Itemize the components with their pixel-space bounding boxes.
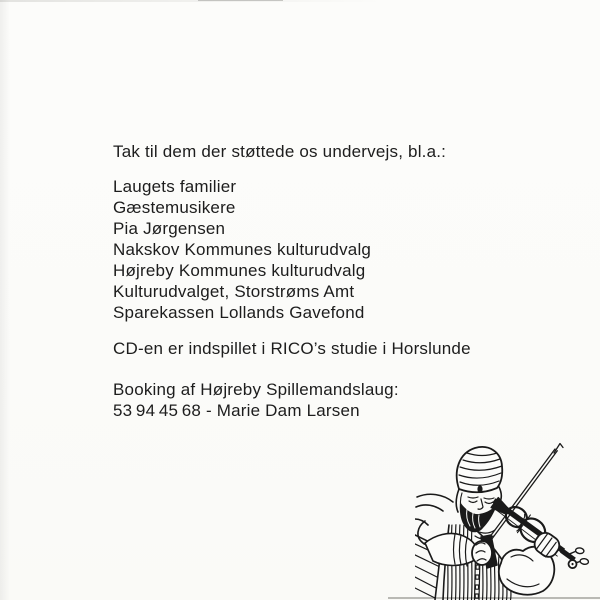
cap-knot [477, 485, 482, 492]
scan-edge-left [0, 0, 10, 600]
thanks-list-item: Kulturudvalget, Storstrøms Amt [113, 282, 355, 301]
right-hand-fist [472, 541, 492, 565]
thanks-list-item: Pia Jørgensen [113, 219, 226, 238]
thanks-text-block [113, 141, 583, 421]
bow-tip [554, 444, 563, 454]
scan-edge-top-dash [198, 0, 283, 1]
thanks-list-item: Laugets familier [113, 177, 237, 196]
studio-note: CD-en er indspillet i RICO’s studie i Horslunde [113, 339, 471, 358]
thanks-list [113, 176, 583, 323]
booking-contact: 53 94 45 68 - Marie Dam Larsen [113, 401, 360, 420]
thanks-list-item: Sparekassen Lollands Gavefond [113, 303, 365, 322]
thanks-list-item: Gæstemusikere [113, 198, 236, 217]
fiddler-head [456, 447, 502, 539]
thanks-intro: Tak til dem der støttede os undervejs, bl.a.: [113, 142, 447, 161]
fiddler-illustration [415, 435, 600, 600]
thanks-list-item: Nakskov Kommunes kulturudvalg [113, 240, 372, 259]
hair [456, 489, 459, 512]
striped-cap [457, 447, 503, 493]
booking-label: Booking af Højreby Spillemandslaug: [113, 380, 399, 399]
scan-edge-top [0, 0, 385, 2]
thanks-list-item: Højreby Kommunes kulturudvalg [113, 261, 366, 280]
